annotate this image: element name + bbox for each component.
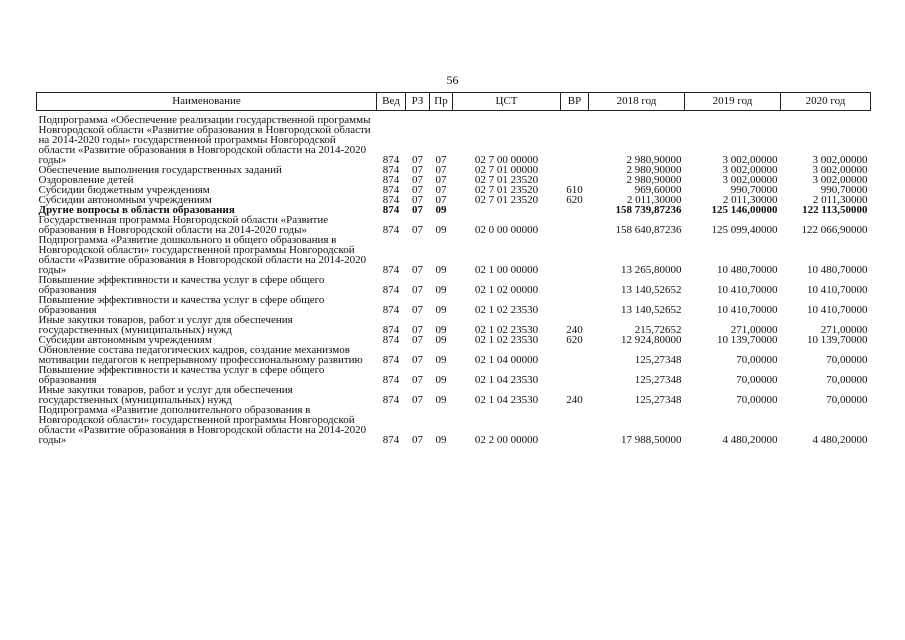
cell-2020: 4 480,20000 <box>812 434 868 446</box>
cell-ved: 874 <box>382 174 400 186</box>
cell-rz: 07 <box>412 184 423 196</box>
cell-2018: 2 011,30000 <box>626 194 682 206</box>
cell-rz: 07 <box>412 304 423 316</box>
budget-table <box>36 92 871 445</box>
cell-2019: 271,00000 <box>730 324 778 336</box>
cell-vr <box>561 111 589 166</box>
cell-2018: 13 140,52652 <box>621 284 682 296</box>
cell-vr <box>561 215 589 235</box>
cell-name: Субсидии автономным учреждениям <box>38 194 212 206</box>
cell-2019: 70,00000 <box>736 394 778 406</box>
cell-2018: 158 739,87236 <box>615 204 682 216</box>
cell-pr: 09 <box>435 434 447 446</box>
cell-2019: 10 410,70000 <box>717 284 778 296</box>
cell-2018: 158 640,87236 <box>615 224 682 236</box>
cell-rz: 07 <box>412 284 423 296</box>
cell-pr: 09 <box>435 224 447 236</box>
cell-cst: 02 1 02 23530 <box>474 324 539 336</box>
cell-vr <box>561 235 589 275</box>
cell-cst: 02 1 04 00000 <box>474 354 539 366</box>
cell-vr: 240 <box>566 394 583 406</box>
cell-2020: 10 410,70000 <box>807 284 868 296</box>
header-cst: ЦСТ <box>453 93 561 111</box>
cell-pr: 09 <box>435 204 447 216</box>
cell-cst: 02 0 00 00000 <box>474 224 539 236</box>
header-2018: 2018 год <box>589 93 685 111</box>
cell-2018: 2 980,90000 <box>626 174 682 186</box>
cell-2019: 125 146,00000 <box>711 204 778 216</box>
cell-2018: 2 980,90000 <box>626 154 682 166</box>
cell-name: Субсидии бюджетным учреждениям <box>38 184 210 196</box>
cell-2020: 3 002,00000 <box>812 164 868 176</box>
header-vr: ВР <box>561 93 589 111</box>
cell-2019: 10 139,70000 <box>717 334 778 346</box>
cell-rz: 07 <box>412 394 423 406</box>
cell-cst: 02 7 01 23520 <box>474 184 539 196</box>
cell-vr <box>561 295 589 315</box>
cell-name: Повышение эффективности и качества услуг в сфере общего образования <box>38 294 325 316</box>
cell-rz: 07 <box>412 324 423 336</box>
cell-2020: 70,00000 <box>826 374 868 386</box>
cell-rz: 07 <box>412 354 423 366</box>
cell-rz: 07 <box>412 194 423 206</box>
cell-ved: 874 <box>382 324 400 336</box>
cell-2020: 271,00000 <box>820 324 868 336</box>
cell-2018: 17 988,50000 <box>621 434 682 446</box>
cell-cst: 02 1 02 23530 <box>474 304 539 316</box>
cell-ved: 874 <box>382 194 400 206</box>
cell-cst <box>453 205 561 215</box>
table-row <box>37 295 871 315</box>
cell-rz: 07 <box>412 374 423 386</box>
cell-2020: 122 066,90000 <box>801 224 868 236</box>
cell-vr <box>561 205 589 215</box>
cell-2020: 10 480,70000 <box>807 264 868 276</box>
cell-vr <box>561 345 589 365</box>
table-row <box>37 215 871 235</box>
cell-name: Оздоровление детей <box>38 174 134 186</box>
cell-pr: 09 <box>435 374 447 386</box>
table-body <box>37 111 871 446</box>
cell-cst: 02 7 00 00000 <box>474 154 539 166</box>
cell-pr: 07 <box>435 154 447 166</box>
cell-pr: 09 <box>435 324 447 336</box>
cell-ved: 874 <box>382 154 400 166</box>
table-row <box>37 275 871 295</box>
cell-2018: 969,60000 <box>634 184 682 196</box>
header-2020: 2020 год <box>781 93 871 111</box>
cell-2018: 12 924,80000 <box>621 334 682 346</box>
cell-ved: 874 <box>382 374 400 386</box>
cell-2018: 13 140,52652 <box>621 304 682 316</box>
cell-cst: 02 1 02 23530 <box>474 334 539 346</box>
table-row <box>37 385 871 405</box>
cell-2019: 3 002,00000 <box>722 174 778 186</box>
cell-name: Иные закупки товаров, работ и услуг для обеспечения государственных (муниципальных) нужд <box>38 314 293 336</box>
cell-2020: 990,70000 <box>820 184 868 196</box>
cell-2018: 13 265,80000 <box>621 264 682 276</box>
table-row <box>37 345 871 365</box>
cell-rz: 07 <box>412 434 423 446</box>
cell-rz: 07 <box>412 224 423 236</box>
cell-ved: 874 <box>382 284 400 296</box>
cell-2020: 70,00000 <box>826 354 868 366</box>
cell-ved: 874 <box>382 334 400 346</box>
cell-vr: 610 <box>566 184 583 196</box>
cell-cst: 02 1 02 00000 <box>474 284 539 296</box>
cell-pr: 07 <box>435 184 447 196</box>
cell-2020: 2 011,30000 <box>812 194 868 206</box>
cell-cst: 02 1 00 00000 <box>474 264 539 276</box>
cell-pr: 07 <box>435 194 447 206</box>
cell-name: Государственная программа Новгородской области «Развитие образования в Новгородской области на 2014-2020 годы» <box>38 214 329 236</box>
table-row <box>37 405 871 445</box>
cell-ved: 874 <box>382 184 400 196</box>
cell-vr <box>561 365 589 385</box>
cell-name: Обеспечение выполнения государственных заданий <box>38 164 282 176</box>
page-number: 56 <box>446 73 459 87</box>
cell-2019: 125 099,40000 <box>711 224 778 236</box>
cell-pr: 09 <box>435 394 447 406</box>
cell-2019: 70,00000 <box>736 354 778 366</box>
cell-name: Иные закупки товаров, работ и услуг для обеспечения государственных (муниципальных) нужд <box>38 384 293 406</box>
cell-2018: 125,27348 <box>634 374 682 386</box>
cell-ved: 874 <box>382 304 400 316</box>
cell-pr: 07 <box>435 174 447 186</box>
cell-rz: 07 <box>412 264 423 276</box>
header-ved: Вед <box>377 93 406 111</box>
cell-2019: 10 410,70000 <box>717 304 778 316</box>
cell-vr: 240 <box>566 324 583 336</box>
cell-2018: 125,27348 <box>634 394 682 406</box>
cell-cst: 02 7 01 00000 <box>474 164 539 176</box>
cell-2019: 3 002,00000 <box>722 164 778 176</box>
cell-2019: 3 002,00000 <box>722 154 778 166</box>
header-row <box>37 93 871 111</box>
cell-pr: 09 <box>435 284 447 296</box>
cell-2019: 70,00000 <box>736 374 778 386</box>
cell-ved: 874 <box>382 434 400 446</box>
cell-ved: 874 <box>382 264 400 276</box>
cell-2018: 125,27348 <box>634 354 682 366</box>
cell-cst: 02 2 00 00000 <box>474 434 539 446</box>
cell-2019: 4 480,20000 <box>722 434 778 446</box>
cell-2020: 10 139,70000 <box>807 334 868 346</box>
cell-2020: 3 002,00000 <box>812 174 868 186</box>
cell-vr: 620 <box>566 334 583 346</box>
cell-vr <box>561 405 589 445</box>
cell-pr: 07 <box>435 164 447 176</box>
cell-vr <box>561 165 589 175</box>
cell-name: Подпрограмма «Развитие дополнительного образования в Новгородской области» государственной программы Новгородской области «Развитие образования в Новгородской области на 2014-2020 годы» <box>38 404 367 446</box>
table-row <box>37 365 871 385</box>
cell-2020: 122 113,50000 <box>802 204 868 216</box>
cell-rz: 07 <box>412 154 423 166</box>
cell-vr <box>561 275 589 295</box>
cell-pr: 09 <box>435 304 447 316</box>
cell-name: Повышение эффективности и качества услуг в сфере общего образования <box>38 274 325 296</box>
header-2019: 2019 год <box>685 93 781 111</box>
cell-pr: 09 <box>435 354 447 366</box>
cell-2018: 2 980,90000 <box>626 164 682 176</box>
header-rz: РЗ <box>406 93 430 111</box>
header-pr: Пр <box>430 93 453 111</box>
cell-2019: 990,70000 <box>730 184 778 196</box>
cell-ved: 874 <box>382 354 400 366</box>
cell-cst: 02 7 01 23520 <box>474 194 539 206</box>
cell-2019: 10 480,70000 <box>717 264 778 276</box>
cell-2018: 215,72652 <box>634 324 682 336</box>
cell-ved: 874 <box>382 164 400 176</box>
cell-name: Субсидии автономным учреждениям <box>38 334 212 346</box>
cell-vr: 620 <box>566 194 583 206</box>
table-header <box>37 93 871 111</box>
cell-2020: 3 002,00000 <box>812 154 868 166</box>
cell-rz: 07 <box>412 204 423 216</box>
table-row <box>37 235 871 275</box>
header-name: Наименование <box>37 93 377 111</box>
cell-2020: 70,00000 <box>826 394 868 406</box>
cell-rz: 07 <box>412 164 423 176</box>
cell-pr: 09 <box>435 334 447 346</box>
cell-cst: 02 1 04 23530 <box>474 374 539 386</box>
cell-cst: 02 1 04 23530 <box>474 394 539 406</box>
cell-rz: 07 <box>412 334 423 346</box>
cell-name: Подпрограмма «Обеспечение реализации государственной программы Новгородской области «Развитие образования в Новгородской области на 2014-2020 годы» государственной программы Новгородской области «Развитие образования в Новгородской области на 2014-2020 годы» <box>38 114 371 166</box>
cell-rz: 07 <box>412 174 423 186</box>
cell-name: Обновление состава педагогических кадров, создание механизмов мотивации педагогов к непрерывному профессиональному развитию <box>38 344 363 366</box>
cell-name: Подпрограмма «Развитие дошкольного и общего образования в Новгородской области» государственной программы Новгородской области «Развитие образования в Новгородской области на 2014-2020 годы» <box>38 234 367 276</box>
table-row <box>37 315 871 335</box>
cell-name: Повышение эффективности и качества услуг в сфере общего образования <box>38 364 325 386</box>
cell-2020: 10 410,70000 <box>807 304 868 316</box>
cell-ved: 874 <box>382 394 400 406</box>
cell-cst: 02 7 01 23520 <box>474 174 539 186</box>
cell-ved: 874 <box>382 204 400 216</box>
table-row <box>37 111 871 166</box>
cell-name: Другие вопросы в области образования <box>38 204 235 216</box>
cell-ved: 874 <box>382 224 400 236</box>
cell-pr: 09 <box>435 264 447 276</box>
cell-2019: 2 011,30000 <box>722 194 778 206</box>
